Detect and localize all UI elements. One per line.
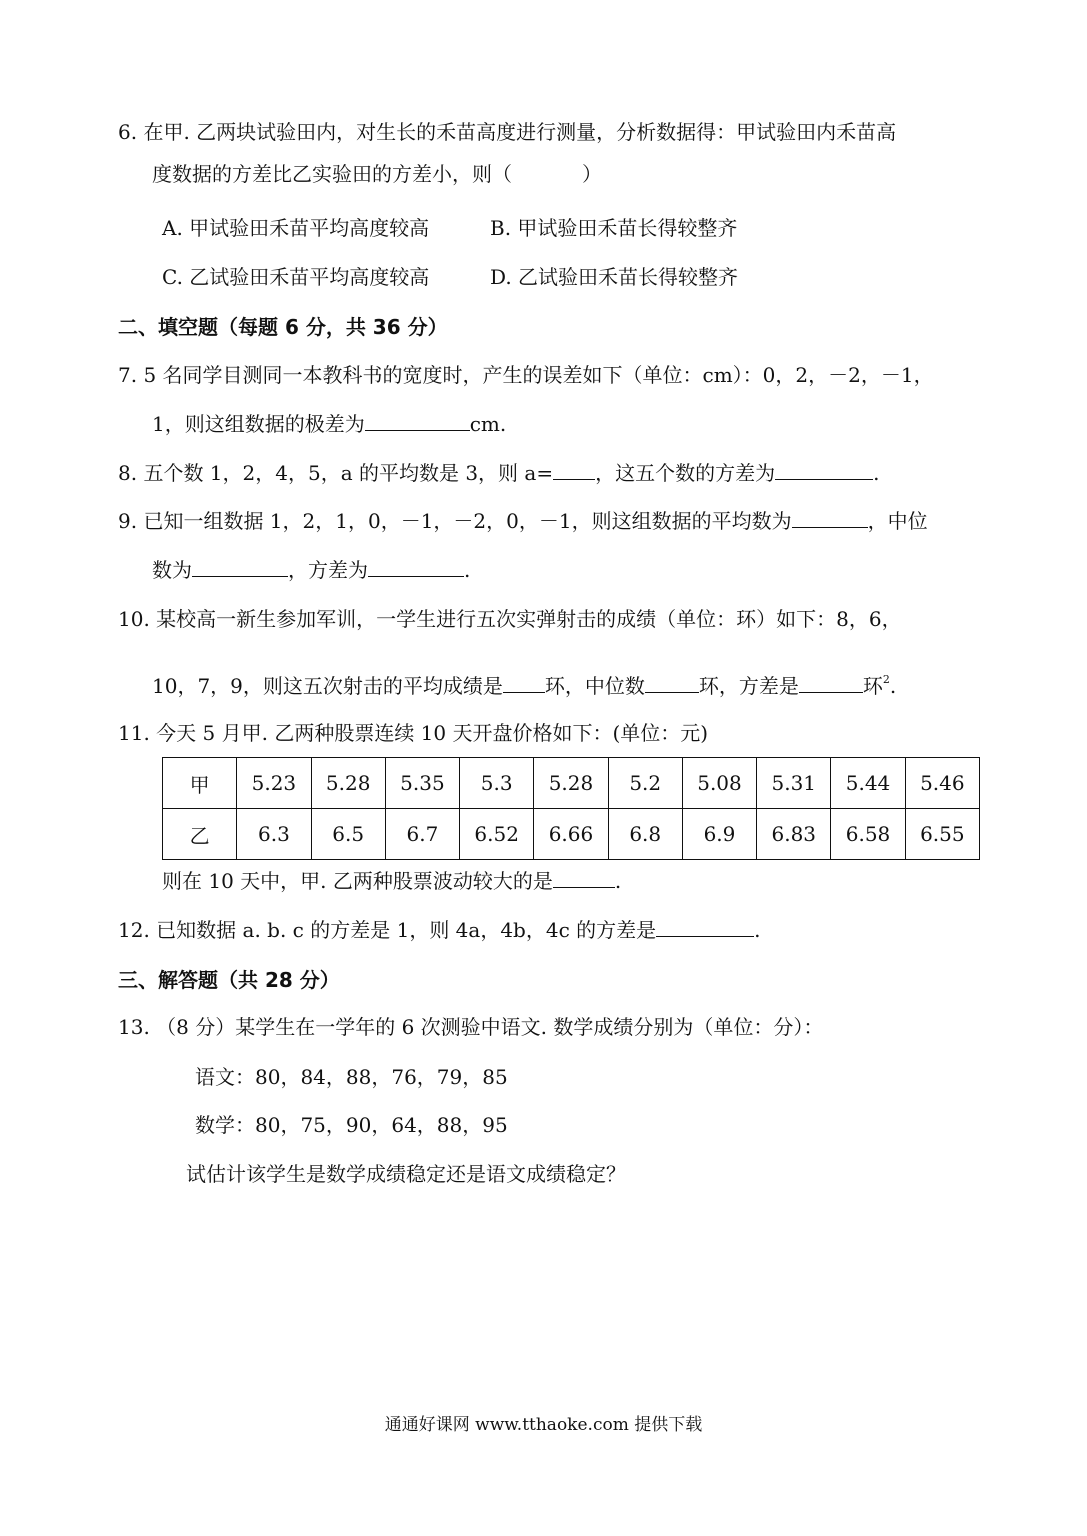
q13-question: 试估计该学生是数学成绩稳定还是语文成绩稳定？	[186, 1162, 626, 1186]
table-cell: 6.7	[385, 809, 459, 860]
q6-line2-text: 度数据的方差比乙实验田的方差小，则（	[152, 162, 512, 186]
row-label: 乙	[163, 809, 237, 860]
q7-text: 1，则这组数据的极差为	[152, 412, 365, 436]
table-cell: 6.55	[905, 809, 979, 860]
q10-blank-variance[interactable]	[799, 672, 863, 693]
q6-option-a: A. 甲试验田禾苗平均高度较高	[162, 216, 430, 240]
q10-superscript: 2	[882, 673, 890, 686]
q9-blank-variance[interactable]	[368, 556, 464, 577]
q10-line2	[152, 666, 896, 700]
q9-blank-median[interactable]	[192, 556, 288, 577]
row-label: 甲	[163, 758, 237, 809]
q8-text1: 8. 五个数 1，2，4，5，a 的平均数是 3，则 a=	[118, 461, 554, 485]
table-cell: 5.28	[311, 758, 385, 809]
section3-title: 三、解答题（共 28 分）	[118, 968, 340, 992]
q8-text3: .	[873, 461, 880, 485]
table-cell: 6.3	[237, 809, 311, 860]
q6-line2-end: ）	[582, 162, 602, 186]
table-cell: 6.8	[608, 809, 682, 860]
q10-text4: 环	[862, 674, 883, 698]
section2-title: 二、填空题（每题 6 分，共 36 分）	[118, 315, 448, 339]
table-cell: 5.28	[534, 758, 608, 809]
stock-price-table	[162, 757, 980, 860]
table-cell: 6.66	[534, 809, 608, 860]
q10-text1: 10，7，9，则这五次射击的平均成绩是	[152, 674, 503, 698]
q10-blank-mean[interactable]	[503, 672, 545, 693]
q9-text4: ，方差为	[288, 558, 368, 582]
q13-chinese-scores: 语文：80，84，88，76，79，85	[195, 1065, 508, 1089]
table-cell: 6.83	[757, 809, 831, 860]
q6-option-c: C. 乙试验田禾苗平均高度较高	[162, 265, 430, 289]
q9-text5: .	[464, 558, 471, 582]
q12-answer-blank[interactable]	[656, 916, 754, 937]
q13-math-scores: 数学：80，75，90，64，88，95	[195, 1113, 508, 1137]
table-cell: 5.46	[905, 758, 979, 809]
q6-line2	[152, 160, 602, 188]
q11-line1: 11. 今天 5 月甲. 乙两种股票连续 10 天开盘价格如下：(单位：元)	[118, 721, 709, 745]
table-row-jia	[163, 758, 980, 809]
q8-blank-variance[interactable]	[775, 459, 873, 480]
q7-line1: 7. 5 名同学目测同一本教科书的宽度时，产生的误差如下（单位：cm）：0，2，－2，－1，	[118, 363, 934, 387]
table-cell: 5.3	[460, 758, 534, 809]
q9-blank-mean[interactable]	[792, 507, 868, 528]
q11-after	[162, 867, 621, 895]
q10-blank-median[interactable]	[645, 672, 699, 693]
q11-end: .	[614, 869, 622, 893]
table-cell: 5.08	[682, 758, 756, 809]
q9-line1	[118, 507, 928, 535]
q9-text3: 数为	[152, 558, 192, 582]
table-cell: 5.2	[608, 758, 682, 809]
q6-line1: 6. 在甲. 乙两块试验田内，对生长的禾苗高度进行测量，分析数据得：甲试验田内禾苗高	[118, 120, 897, 144]
q9-text2: ，中位	[867, 509, 928, 533]
q7-line2	[152, 410, 506, 438]
table-cell: 5.44	[831, 758, 905, 809]
q8-line	[118, 459, 879, 487]
table-row-yi	[163, 809, 980, 860]
table-cell: 6.5	[311, 809, 385, 860]
q7-unit: cm.	[469, 412, 507, 436]
q6-option-d: D. 乙试验田禾苗长得较整齐	[490, 265, 739, 289]
q11-answer-blank[interactable]	[553, 867, 615, 888]
q11-text: 则在 10 天中，甲. 乙两种股票波动较大的是	[162, 869, 553, 893]
page-footer: 通通好课网 www.tthaoke.com 提供下载	[384, 1415, 703, 1435]
q7-answer-blank[interactable]	[365, 410, 470, 431]
table-cell: 5.31	[757, 758, 831, 809]
q12-text: 12. 已知数据 a. b. c 的方差是 1，则 4a，4b，4c 的方差是	[118, 918, 657, 942]
q9-text1: 9. 已知一组数据 1，2，1，0，－1，－2，0，－1，则这组数据的平均数为	[118, 509, 792, 533]
table-cell: 5.23	[237, 758, 311, 809]
q8-blank-a[interactable]	[553, 459, 595, 480]
q10-text3: 环，方差是	[698, 674, 799, 698]
q12-line	[118, 916, 761, 944]
q12-end: .	[754, 918, 761, 942]
q9-line2	[152, 556, 470, 584]
table-cell: 6.52	[460, 809, 534, 860]
q8-text2: ，这五个数的方差为	[595, 461, 776, 485]
table-cell: 5.35	[385, 758, 459, 809]
q10-text2: 环，中位数	[544, 674, 645, 698]
q10-text5: .	[889, 674, 897, 698]
table-cell: 6.9	[682, 809, 756, 860]
q10-line1: 10. 某校高一新生参加军训，一学生进行五次实弹射击的成绩（单位：环）如下：8，6，	[118, 607, 902, 631]
table-cell: 6.58	[831, 809, 905, 860]
q13-line1: 13. （8 分）某学生在一学年的 6 次测验中语文. 数学成绩分别为（单位：分）：	[118, 1015, 824, 1039]
q6-option-b: B. 甲试验田禾苗长得较整齐	[490, 216, 738, 240]
